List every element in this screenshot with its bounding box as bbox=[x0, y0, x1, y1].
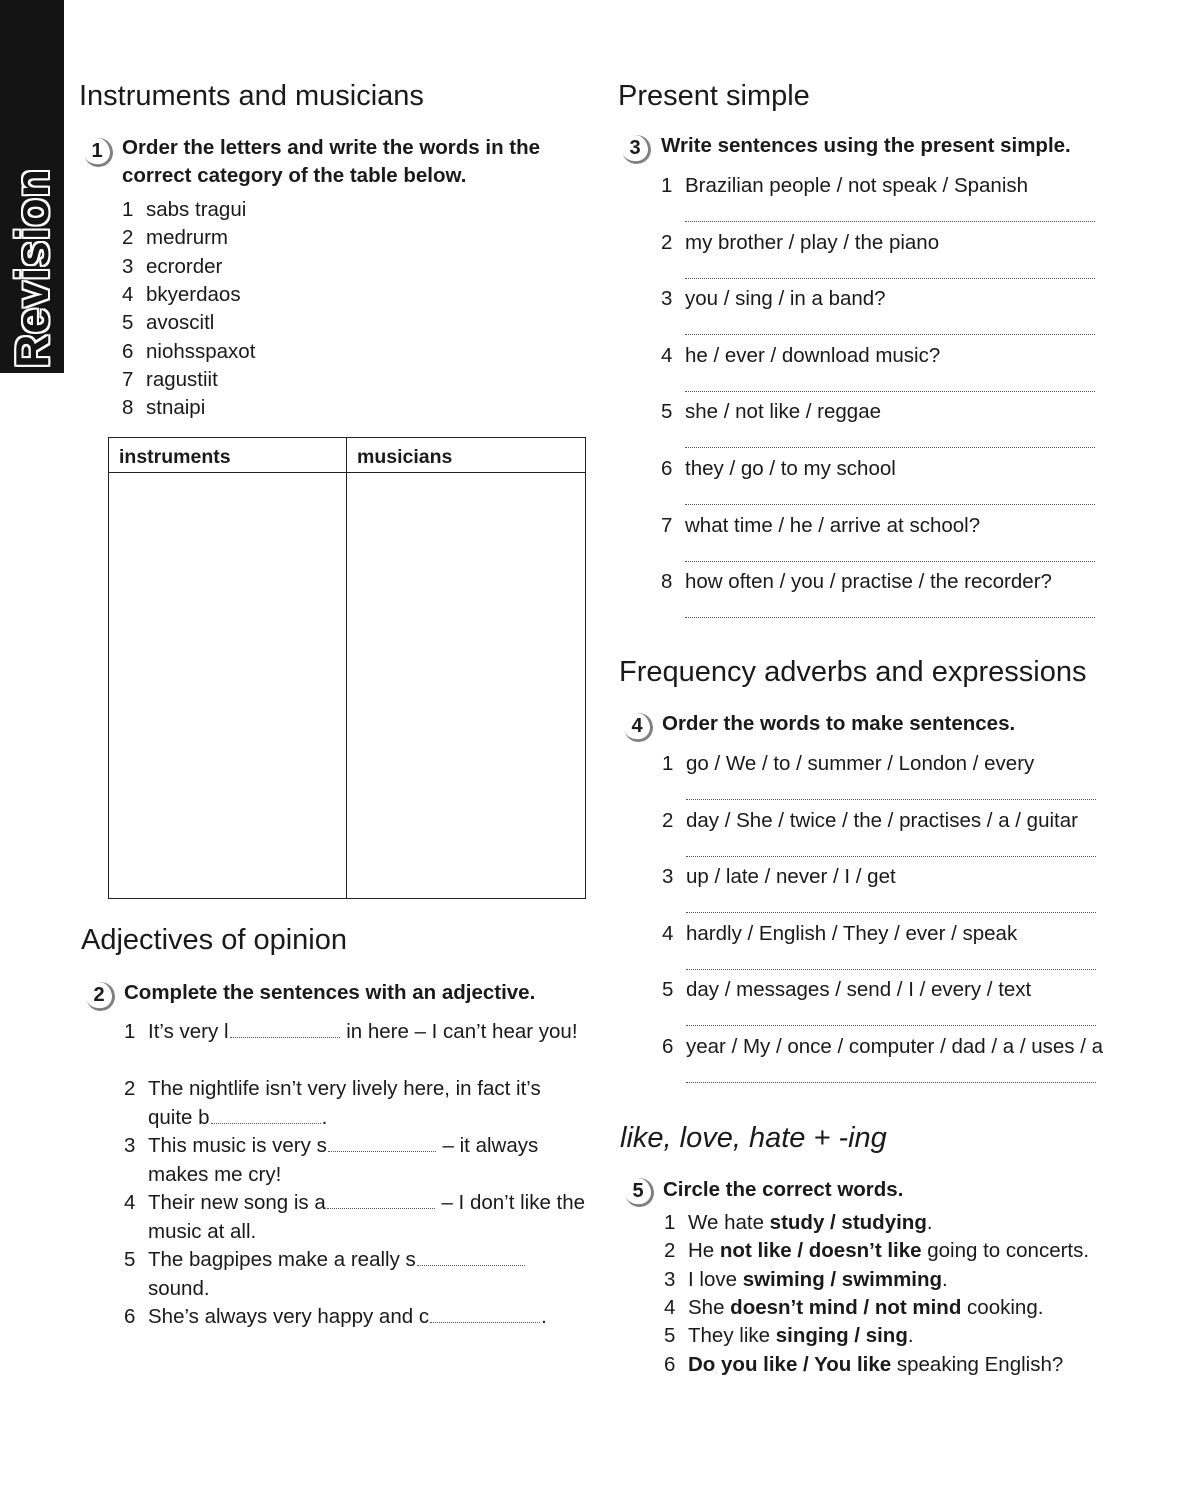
item-number: 3 bbox=[662, 865, 674, 889]
item-number: 6 bbox=[661, 457, 673, 480]
item-options: swiming / swimming bbox=[742, 1267, 943, 1291]
answer-line bbox=[685, 278, 1095, 279]
item-options: singing / sing bbox=[775, 1324, 908, 1348]
item-number: 2 bbox=[661, 230, 673, 254]
list-item bbox=[664, 1295, 1043, 1321]
item-number: 3 bbox=[124, 1134, 136, 1157]
exercise-2-badge: 2 bbox=[84, 980, 114, 1010]
item-number: 4 bbox=[664, 1295, 676, 1319]
table-header-musicians: musicians bbox=[347, 438, 585, 473]
answer-blank bbox=[430, 1322, 540, 1323]
item-text: ragustiit bbox=[146, 367, 218, 391]
item-text-post: . bbox=[926, 1211, 933, 1234]
answer-line bbox=[685, 334, 1095, 335]
item-text: avoscitl bbox=[146, 311, 215, 335]
item-number: 1 bbox=[122, 198, 134, 221]
list-item bbox=[122, 197, 246, 223]
list-item bbox=[124, 1132, 594, 1189]
item-text: day / She / twice / the / practises / a / guitar bbox=[686, 808, 1078, 832]
answer-line bbox=[686, 799, 1096, 800]
exercise-1-instruction bbox=[122, 134, 540, 190]
item-text bbox=[148, 1303, 588, 1332]
answer-line bbox=[686, 912, 1096, 913]
item-text-pre: I love bbox=[688, 1267, 743, 1291]
item-number: 3 bbox=[122, 254, 134, 278]
item-text: ecrorder bbox=[146, 254, 223, 278]
item-text: go / We / to / summer / London / every bbox=[686, 752, 1035, 775]
item-text-pre: She bbox=[688, 1295, 731, 1319]
item-text-before: It’s very l bbox=[148, 1020, 229, 1043]
item-number: 2 bbox=[122, 226, 134, 250]
item-text bbox=[148, 1246, 588, 1303]
answer-blank bbox=[211, 1123, 321, 1124]
exercise-3-badge: 3 bbox=[620, 133, 650, 163]
section-title-instruments: Instruments and musicians bbox=[79, 80, 424, 112]
list-item bbox=[122, 339, 255, 365]
list-item bbox=[664, 1210, 933, 1236]
item-text-pre: They like bbox=[688, 1324, 776, 1348]
list-item bbox=[122, 395, 205, 421]
item-number: 5 bbox=[122, 311, 134, 335]
item-text-after: . bbox=[321, 1105, 328, 1129]
exercise-1-instruction-line1: Order the letters and write the words in the bbox=[122, 136, 541, 159]
list-item bbox=[662, 864, 896, 890]
instruments-musicians-table bbox=[108, 437, 586, 899]
item-options: doesn’t mind / not mind bbox=[730, 1295, 962, 1319]
revision-label: Revision bbox=[6, 168, 58, 368]
section-title-like-love-hate: like, love, hate + -ing bbox=[620, 1122, 887, 1154]
exercise-4-instruction: Order the words to make sentences. bbox=[662, 712, 1016, 735]
answer-line bbox=[685, 561, 1095, 562]
item-text-post: cooking. bbox=[961, 1295, 1044, 1319]
list-item bbox=[661, 286, 886, 312]
item-text: he / ever / download music? bbox=[685, 343, 941, 367]
list-item bbox=[122, 367, 218, 393]
item-text bbox=[148, 1075, 588, 1132]
item-number: 5 bbox=[124, 1248, 136, 1271]
exercise-1-badge: 1 bbox=[82, 136, 112, 166]
item-number: 7 bbox=[661, 513, 673, 537]
item-text bbox=[148, 1132, 588, 1189]
item-text: year / My / once / computer / dad / a / uses / a bbox=[686, 1035, 1104, 1058]
list-item bbox=[122, 225, 228, 251]
item-text-before: The nightlife isn’t very lively here, in fact it’s quite b bbox=[148, 1077, 541, 1129]
item-options: study / studying bbox=[769, 1211, 927, 1234]
answer-line bbox=[685, 221, 1095, 222]
list-item bbox=[664, 1267, 948, 1293]
answer-blank bbox=[417, 1265, 525, 1266]
list-item bbox=[124, 1189, 594, 1246]
answer-line bbox=[685, 447, 1095, 448]
item-number: 6 bbox=[122, 339, 134, 363]
list-item bbox=[661, 456, 896, 482]
item-number: 4 bbox=[124, 1191, 136, 1214]
item-text-before: The bagpipes make a really s bbox=[148, 1248, 416, 1271]
list-item bbox=[662, 1034, 1103, 1060]
list-item bbox=[124, 1018, 594, 1075]
item-text: stnaipi bbox=[146, 396, 206, 420]
answer-line bbox=[686, 1025, 1096, 1026]
item-text: hardly / English / They / ever / speak bbox=[686, 921, 1018, 945]
item-number: 3 bbox=[664, 1267, 676, 1291]
item-number: 6 bbox=[664, 1352, 676, 1376]
item-number: 2 bbox=[664, 1239, 676, 1263]
exercise-3-instruction: Write sentences using the present simple. bbox=[661, 134, 1071, 157]
item-text-post: going to concerts. bbox=[921, 1239, 1090, 1263]
answer-line bbox=[686, 1082, 1096, 1083]
list-item bbox=[661, 569, 1052, 595]
item-text: bkyerdaos bbox=[146, 282, 241, 306]
answer-line bbox=[686, 969, 1096, 970]
answer-line bbox=[685, 617, 1095, 618]
item-number: 4 bbox=[662, 921, 674, 945]
item-text-before: Their new song is a bbox=[148, 1191, 326, 1214]
list-item bbox=[661, 173, 1028, 199]
answer-blank bbox=[230, 1037, 340, 1038]
exercise-2-instruction: Complete the sentences with an adjective. bbox=[124, 981, 536, 1004]
item-text: sabs tragui bbox=[146, 198, 247, 221]
item-number: 4 bbox=[661, 343, 673, 367]
item-text-after: sound. bbox=[148, 1276, 210, 1300]
item-text: Brazilian people / not speak / Spanish bbox=[685, 174, 1029, 197]
list-item bbox=[662, 921, 1017, 947]
item-text-after: – I don’t like the music at all. bbox=[148, 1191, 586, 1243]
item-number: 1 bbox=[664, 1211, 676, 1234]
list-item bbox=[122, 310, 214, 336]
list-item bbox=[664, 1323, 914, 1349]
item-text-before: She’s always very happy and c bbox=[148, 1305, 430, 1328]
item-text-post: speaking English? bbox=[891, 1352, 1064, 1376]
list-item bbox=[124, 1246, 594, 1303]
item-text: how often / you / practise / the recorder? bbox=[685, 570, 1052, 594]
section-title-frequency: Frequency adverbs and expressions bbox=[619, 656, 1087, 688]
item-text bbox=[148, 1189, 588, 1246]
list-item bbox=[661, 513, 980, 539]
item-number: 7 bbox=[122, 367, 134, 391]
item-number: 5 bbox=[661, 400, 673, 424]
exercise-1-instruction-line2: correct category of the table below. bbox=[122, 164, 467, 187]
list-item bbox=[662, 977, 1031, 1003]
item-number: 1 bbox=[124, 1020, 136, 1043]
section-title-present-simple: Present simple bbox=[618, 80, 810, 112]
item-number: 8 bbox=[122, 396, 134, 420]
item-number: 1 bbox=[662, 752, 674, 775]
list-item bbox=[664, 1352, 1063, 1378]
item-text-after: – it always makes me cry! bbox=[148, 1134, 539, 1186]
item-text: day / messages / send / I / every / text bbox=[686, 978, 1032, 1002]
item-number: 3 bbox=[661, 287, 673, 311]
list-item bbox=[662, 751, 1034, 777]
list-item bbox=[661, 399, 881, 425]
item-text: niohsspaxot bbox=[146, 339, 256, 363]
item-text: medrurm bbox=[146, 226, 229, 250]
answer-line bbox=[686, 856, 1096, 857]
exercise-5-instruction: Circle the correct words. bbox=[663, 1178, 904, 1201]
item-number: 2 bbox=[662, 808, 674, 832]
list-item bbox=[661, 343, 940, 369]
answer-blank bbox=[327, 1208, 435, 1209]
item-number: 6 bbox=[662, 1035, 674, 1058]
item-text: they / go / to my school bbox=[685, 457, 896, 480]
item-text: what time / he / arrive at school? bbox=[685, 513, 981, 537]
list-item bbox=[124, 1075, 594, 1132]
item-number: 8 bbox=[661, 570, 673, 594]
item-text: she / not like / reggae bbox=[685, 400, 882, 424]
item-text bbox=[148, 1018, 588, 1047]
item-text-post: . bbox=[907, 1324, 914, 1348]
item-number: 5 bbox=[664, 1324, 676, 1348]
table-header-instruments: instruments bbox=[109, 438, 347, 473]
item-number: 1 bbox=[661, 174, 673, 197]
list-item bbox=[661, 230, 939, 256]
item-text: up / late / never / I / get bbox=[686, 865, 896, 889]
item-options: Do you like / You like bbox=[688, 1352, 892, 1376]
exercise-5-badge: 5 bbox=[623, 1176, 653, 1206]
item-text-after: . bbox=[541, 1305, 547, 1328]
item-options: not like / doesn’t like bbox=[719, 1239, 922, 1263]
item-text: my brother / play / the piano bbox=[685, 230, 940, 254]
item-number: 6 bbox=[124, 1305, 136, 1328]
answer-blank bbox=[328, 1151, 436, 1152]
item-number: 2 bbox=[124, 1077, 136, 1100]
answer-line bbox=[685, 504, 1095, 505]
item-text-pre: He bbox=[688, 1239, 720, 1263]
list-item bbox=[664, 1238, 1089, 1264]
list-item bbox=[662, 808, 1078, 834]
list-item bbox=[122, 282, 241, 308]
exercise-4-badge: 4 bbox=[622, 711, 652, 741]
item-text-before: This music is very s bbox=[148, 1134, 327, 1157]
item-text-after: in here – I can’t hear you! bbox=[340, 1020, 578, 1043]
item-text-post: . bbox=[942, 1267, 948, 1291]
list-item bbox=[124, 1303, 594, 1360]
item-text: you / sing / in a band? bbox=[685, 287, 886, 311]
section-title-adjectives: Adjectives of opinion bbox=[81, 924, 347, 956]
answer-line bbox=[685, 391, 1095, 392]
item-number: 5 bbox=[662, 978, 674, 1002]
table-column-divider bbox=[346, 473, 347, 898]
item-number: 4 bbox=[122, 282, 134, 306]
list-item bbox=[122, 254, 222, 280]
item-text-pre: We hate bbox=[688, 1211, 770, 1234]
